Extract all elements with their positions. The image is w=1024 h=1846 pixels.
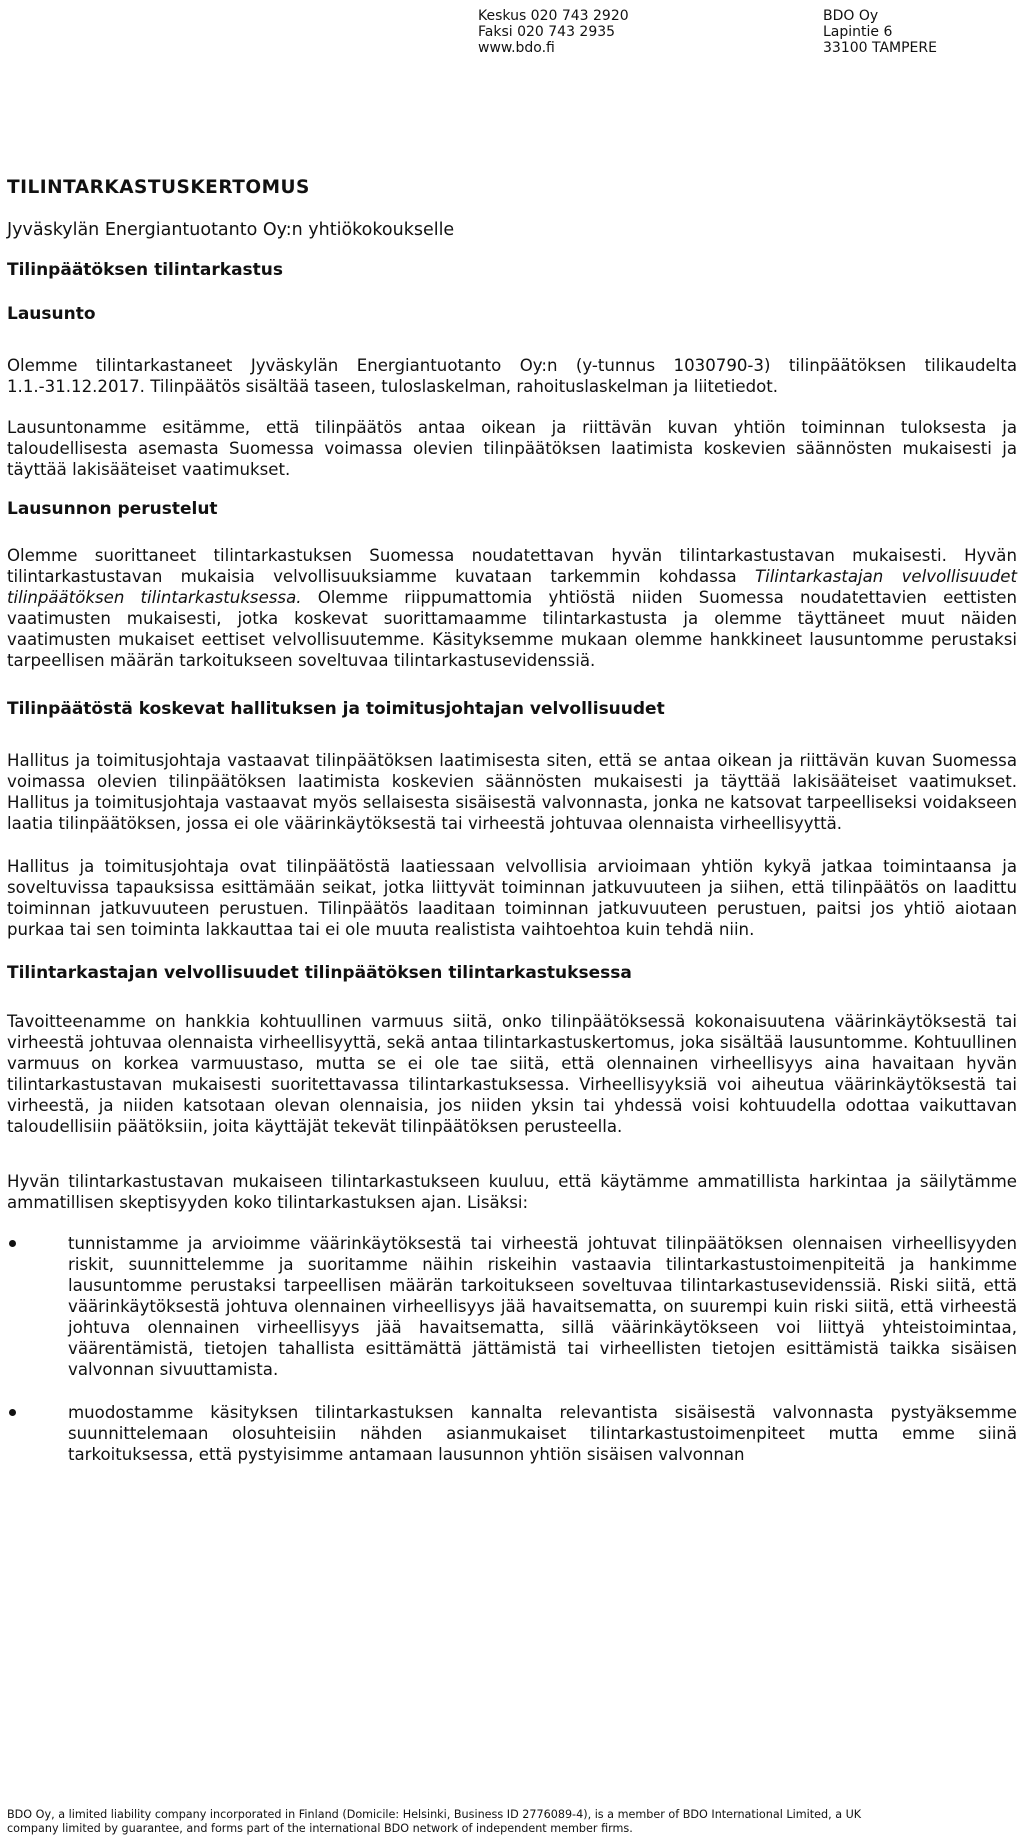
opinion-heading: Lausunto <box>7 304 96 324</box>
header-address <box>823 8 937 56</box>
opinion-paragraph-2: Lausuntonamme esitämme, että tilinpäätös antaa oikean ja riittävän kuvan yhtiön toiminnan tuloksesta ja taloudellisesta asemasta Suomessa voimassa olevien tilinpäätöksen laatimista koskevien säännösten mukaisesti ja täyttää lakisääteiset vaatimukset. <box>7 418 1017 479</box>
basis-paragraph <box>7 545 1017 671</box>
section-heading-audit: Tilinpäätöksen tilintarkastus <box>7 260 284 280</box>
bullet-icon <box>9 1240 16 1247</box>
management-paragraph-2: Hallitus ja toimitusjohtaja ovat tilinpäätöstä laatiessaan velvollisia arvioimaan yhtiön kykyä jatkaa toimintaansa ja soveltuvissa tapauksissa esittämään seikat, jotka liittyvät toiminnan jatkuvuuteen ja siihen, että tilinpäätös on laadittu toiminnan jatkuvuuteen perustuen. Tilinpäätös laaditaan toiminnan jatkuvuuteen perustuen, paitsi jos yhtiö aiotaan purkaa tai sen toiminta lakkauttaa tai ei ole muuta realistista vaihtoehtoa kuin tehdä niin. <box>7 857 1017 939</box>
auditor-procedures-list <box>7 1233 1017 1465</box>
report-title: TILINTARKASTUSKERTOMUS <box>7 177 310 198</box>
page-footer <box>7 1808 1017 1836</box>
basis-text-start: Olemme suorittaneet tilintarkastuksen Suomessa noudatettavan hyvän tilintarkastustavan mukaisesti. Hyvän tilintarkastustavan mukaisia velvollisuuksiamme kuvataan tarkemmin kohdassa <box>7 546 1017 586</box>
footer-line-1: BDO Oy, a limited liability company incorporated in Finland (Domicile: Helsinki, Business ID 2776089-4), is a member of BDO International Limited, a UK <box>7 1808 862 1821</box>
opinion-paragraph-1: Olemme tilintarkastaneet Jyväskylän Energiantuotanto Oy:n (y-tunnus 1030790-3) tilinpäätöksen tilikaudelta 1.1.-31.12.2017. Tilinpäätös sisältää taseen, tuloslaskelman, rahoituslaskelman ja liitetiedot. <box>7 356 1017 396</box>
header-fax: Faksi 020 743 2935 <box>478 24 616 40</box>
management-paragraph-1: Hallitus ja toimitusjohtaja vastaavat tilinpäätöksen laatimisesta siten, että se antaa oikean ja riittävän kuvan Suomessa voimassa olevien tilinpäätöksen laatimista koskevien säännösten mukaisesti ja täyttää lakisääteiset vaatimukset. Hallitus ja toimitusjohtaja vastaavat myös sellaisesta sisäisestä valvonnasta, jonka ne katsovat tarpeelliseksi voidakseen laatia tilinpäätöksen, jossa ei ole väärinkäytöksestä tai virheestä johtuvaa olennaista virheellisyyttä. <box>7 751 1017 833</box>
basis-text-end: Olemme riippumattomia yhtiöstä niiden Suomessa noudatettavien eettisten vaatimusten mukaisesti, jotka koskevat suorittamaamme tilintarkastusta ja olemme täyttäneet muut näiden vaatimusten mukaiset eettiset velvollisuutemme. Käsityksemme mukaan olemme hankkineet lausuntomme perustaksi tarpeellisen määrän tarkoitukseen soveltuvaa tilintarkastusevidenssiä. <box>7 588 1017 670</box>
list-item-text: tunnistamme ja arvioimme väärinkäytöksestä tai virheestä johtuvat tilinpäätöksen olennaisen virheellisyyden riskit, suunnittelemme ja suoritamme näihin riskeihin vastaavia tilintarkastustoimenpiteitä ja hankimme lausuntomme perustaksi tarpeellisen määrän tarkoitukseen soveltuvaa tilintarkastusevidenssiä. Riski siitä, että väärinkäytöksestä johtuva olennainen virheellisyys jää havaitsematta, on suurempi kuin riski siitä, että virheestä johtuva olennainen virheellisyys jää havaitsematta, sillä väärinkäytökseen voi liittyä yhteistoimintaa, väärentämistä, tietojen tahallista esittämättä jättämistä tai virheellisten tietojen esittämistä taikka sisäisen valvonnan sivuuttamista. <box>68 1234 1017 1379</box>
header-company: BDO Oy <box>823 8 879 24</box>
footer-line-2: company limited by guarantee, and forms part of the international BDO network of independent member firms. <box>7 1822 633 1835</box>
report-addressee: Jyväskylän Energiantuotanto Oy:n yhtiökokoukselle <box>7 220 455 240</box>
basis-heading: Lausunnon perustelut <box>7 499 218 519</box>
auditor-paragraph-2: Hyvän tilintarkastustavan mukaiseen tilintarkastukseen kuuluu, että käytämme ammatillista harkintaa ja säilytämme ammatillisen skeptisyyden koko tilintarkastuksen ajan. Lisäksi: <box>7 1172 1017 1212</box>
list-item <box>7 1402 1017 1465</box>
header-city: 33100 TAMPERE <box>823 40 937 56</box>
basis-section-reference: Tilintarkastajan velvollisuudet tilinpäätöksen tilintarkastuksessa. <box>7 567 1017 607</box>
header-street: Lapintie 6 <box>823 24 893 40</box>
list-item <box>7 1233 1017 1380</box>
report-body <box>7 177 1017 1465</box>
bullet-icon <box>9 1409 16 1416</box>
auditor-paragraph-1: Tavoitteenamme on hankkia kohtuullinen varmuus siitä, onko tilinpäätöksessä kokonaisuutena väärinkäytöksestä tai virheestä johtuvaa olennaista virheellisyyttä, sekä antaa tilintarkastuskertomus, joka sisältää lausuntomme. Kohtuullinen varmuus on korkea varmuustaso, mutta se ei ole tae siitä, että olennainen virheellisyys aina havaitaan hyvän tilintarkastustavan mukaisesti suoritettavassa tilintarkastuksessa. Virheellisyyksiä voi aiheutua väärinkäytöksestä tai virheestä, ja niiden katsotaan olevan olennaisia, jos niiden yksin tai yhdessä voisi kohtuudella odottaa vaikuttavan taloudellisiin päätöksiin, joita käyttäjät tekevät tilinpäätöksen perusteella. <box>7 1012 1017 1136</box>
management-heading: Tilinpäätöstä koskevat hallituksen ja toimitusjohtajan velvollisuudet <box>7 699 665 719</box>
list-item-text: muodostamme käsityksen tilintarkastuksen kannalta relevantista sisäisestä valvonnasta pystyäksemme suunnittelemaan olosuhteisiin nähden asianmukaiset tilintarkastustoimenpiteet mutta emme siinä tarkoituksessa, että pystyisimme antamaan lausunnon yhtiön sisäisen valvonnan <box>68 1403 1017 1464</box>
header-website: www.bdo.fi <box>478 40 555 56</box>
header-contact <box>478 8 629 56</box>
auditor-heading: Tilintarkastajan velvollisuudet tilinpäätöksen tilintarkastuksessa <box>7 963 632 983</box>
header-phone: Keskus 020 743 2920 <box>478 8 629 24</box>
